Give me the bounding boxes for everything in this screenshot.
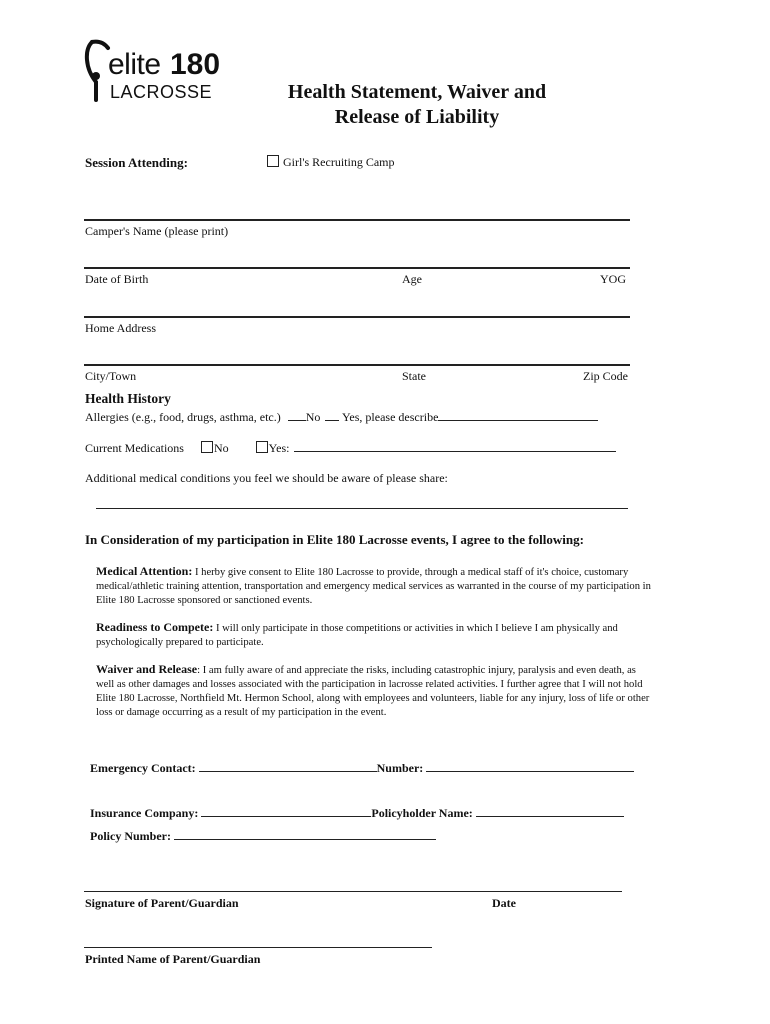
allergies-row bbox=[85, 409, 598, 425]
clause-waiver bbox=[96, 662, 656, 720]
home-address-label: Home Address bbox=[85, 321, 156, 335]
signature-line[interactable] bbox=[84, 891, 622, 892]
allergies-no-blank[interactable] bbox=[288, 409, 306, 421]
city-label: City/Town bbox=[85, 369, 137, 383]
session-option[interactable] bbox=[267, 155, 394, 170]
home-address-line[interactable] bbox=[84, 316, 630, 318]
medications-row bbox=[85, 440, 616, 456]
medical-attention-text: I herby give consent to Elite 180 Lacrosse to provide, through a medical staff of it's choice, customary medical/athletic training attention, transportation and emergency medical services as warranted in the course of my participation in Elite 180 Lacrosse sponsored or sanctioned events. bbox=[96, 567, 651, 606]
readiness-text: I will only participate in those competitions or activities in which I believe I am physically and psychologically prepared to participate. bbox=[96, 623, 618, 648]
logo-word-180: 180 bbox=[170, 48, 221, 81]
clause-readiness bbox=[96, 620, 656, 650]
policy-number-blank[interactable] bbox=[174, 828, 436, 840]
waiver-title: Waiver and Release bbox=[96, 662, 198, 676]
signature-label: Signature of Parent/Guardian bbox=[85, 896, 239, 910]
medications-yes-checkbox[interactable] bbox=[256, 441, 268, 453]
zip-label: Zip Code bbox=[583, 369, 628, 383]
medical-attention-title: Medical Attention: bbox=[96, 564, 193, 578]
number-blank[interactable] bbox=[426, 760, 634, 772]
date-label: Date bbox=[492, 896, 516, 910]
policy-number-row bbox=[90, 828, 436, 844]
additional-conditions-label: Additional medical conditions you feel we should be aware of please share: bbox=[85, 471, 448, 485]
logo-word-elite: elite bbox=[108, 48, 161, 81]
allergies-yes-blank[interactable] bbox=[325, 409, 339, 421]
logo-word-lacrosse: LACROSSE bbox=[110, 82, 213, 102]
title-line-2: Release of Liability bbox=[334, 106, 500, 128]
age-label: Age bbox=[402, 272, 422, 286]
allergies-label: Allergies (e.g., food, drugs, asthma, etc.) bbox=[85, 410, 281, 424]
medications-describe-blank[interactable] bbox=[294, 440, 616, 452]
insurance-row bbox=[90, 805, 624, 821]
medications-label: Current Medications bbox=[85, 441, 184, 455]
medications-yes-label: Yes: bbox=[268, 441, 290, 455]
allergies-describe-blank[interactable] bbox=[438, 409, 598, 421]
emergency-contact-blank[interactable] bbox=[199, 760, 377, 772]
title-line-1: Health Statement, Waiver and bbox=[287, 81, 547, 103]
allergies-no-label: No bbox=[305, 410, 321, 424]
state-label: State bbox=[402, 369, 426, 383]
readiness-title: Readiness to Compete: bbox=[96, 620, 214, 634]
medications-no-checkbox[interactable] bbox=[201, 441, 213, 453]
allergies-yes-label: Yes, please describe bbox=[341, 410, 439, 424]
emergency-label: Emergency Contact: bbox=[90, 761, 196, 775]
clause-medical-attention bbox=[96, 564, 656, 608]
logo bbox=[84, 38, 221, 104]
city-line[interactable] bbox=[84, 364, 630, 366]
policyholder-blank[interactable] bbox=[476, 805, 624, 817]
number-label: Number: bbox=[376, 761, 424, 775]
session-option-label: Girl's Recruiting Camp bbox=[283, 155, 395, 169]
girls-camp-checkbox[interactable] bbox=[267, 155, 279, 167]
policy-number-label: Policy Number: bbox=[90, 829, 171, 843]
yog-label: YOG bbox=[600, 272, 626, 286]
medications-no-label: No bbox=[213, 441, 229, 455]
health-history-heading: Health History bbox=[85, 391, 171, 406]
document-title bbox=[212, 80, 622, 130]
camper-name-line[interactable] bbox=[84, 219, 630, 221]
session-label: Session Attending: bbox=[85, 155, 188, 170]
camper-name-label: Camper's Name (please print) bbox=[85, 224, 229, 238]
emergency-row bbox=[90, 760, 634, 776]
printed-name-label: Printed Name of Parent/Guardian bbox=[85, 952, 261, 966]
policyholder-label: Policyholder Name: bbox=[371, 806, 473, 820]
dob-line[interactable] bbox=[84, 267, 630, 269]
insurance-blank[interactable] bbox=[201, 805, 371, 817]
insurance-label: Insurance Company: bbox=[90, 806, 199, 820]
consideration-heading: In Consideration of my participation in Elite 180 Lacrosse events, I agree to the following: bbox=[85, 532, 584, 547]
waiver-text: : I am fully aware of and appreciate the risks, including catastrophic injury, paralysis and even death, as well as other damages and losses associated with the participation in lacrosse related activities. I further agree that I will not hold Elite 180 Lacrosse, Northfield Mt. Hermon School, along with employees and volunteers, liable for any injury, loss of life or other loss or damage occurring as a result of my participation in the event. bbox=[96, 665, 650, 718]
printed-name-line[interactable] bbox=[84, 947, 432, 948]
dob-label: Date of Birth bbox=[85, 272, 149, 286]
additional-conditions-blank[interactable] bbox=[96, 508, 628, 509]
